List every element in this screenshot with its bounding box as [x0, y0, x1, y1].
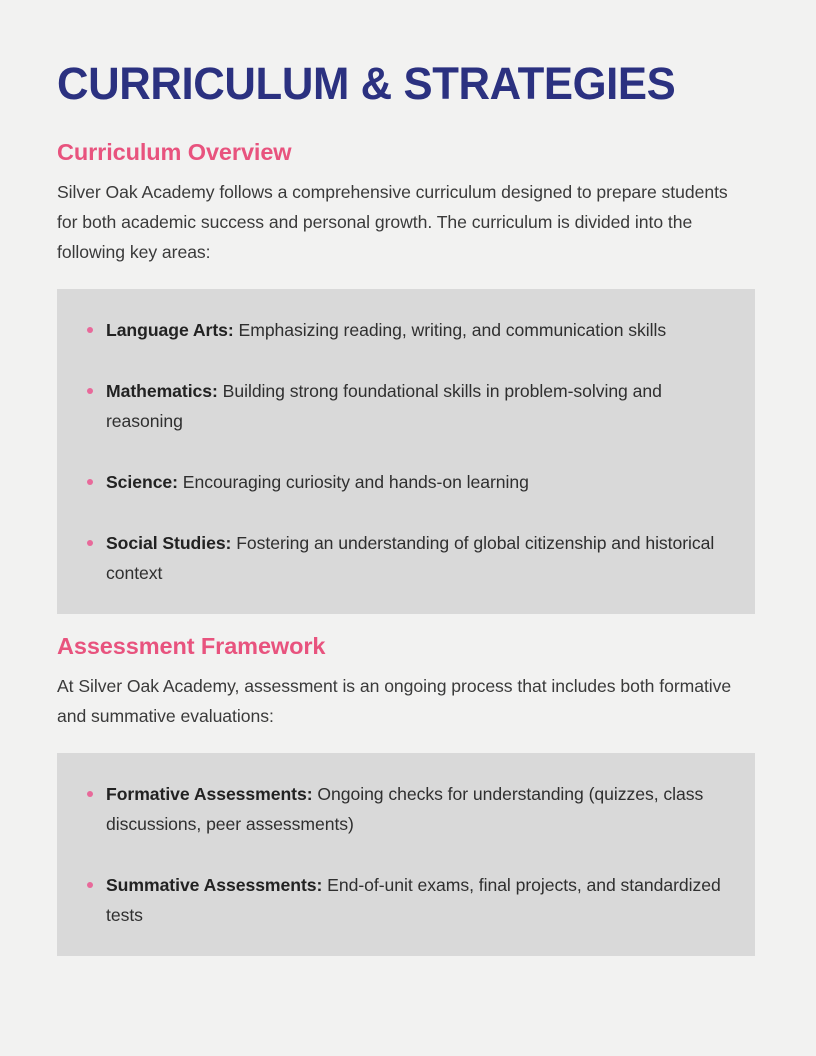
- list-item: [85, 467, 725, 497]
- bullet-dot-icon: [87, 540, 93, 546]
- list-item-description: Encouraging curiosity and hands-on learning: [177, 471, 529, 492]
- list-item-description: Ongoing checks for understanding (quizzes, class discussions, peer assessments): [106, 784, 704, 835]
- curriculum-areas-list: [85, 315, 725, 588]
- list-item-term: Language Arts:: [106, 319, 234, 340]
- section-curriculum-overview: [57, 109, 759, 614]
- bullet-dot-icon: [87, 388, 93, 394]
- list-item: [85, 870, 725, 930]
- list-item: [85, 376, 725, 436]
- section-intro-curriculum-overview: Silver Oak Academy follows a comprehensive curriculum designed to prepare students for both academic success and personal growth. The curriculum is divided into the following key areas:: [57, 181, 728, 262]
- section-intro-assessment-framework: At Silver Oak Academy, assessment is an ongoing process that includes both formative and summative evaluations:: [57, 676, 732, 727]
- list-item-term: Science:: [106, 471, 178, 492]
- list-item: [85, 528, 725, 588]
- bullet-dot-icon: [87, 479, 93, 485]
- assessment-types-panel: [57, 753, 755, 956]
- bullet-dot-icon: [87, 882, 93, 888]
- list-item: [85, 315, 725, 345]
- list-item-term: Mathematics:: [106, 380, 218, 401]
- list-item-description: Emphasizing reading, writing, and communication skills: [233, 319, 667, 340]
- list-item-description: Building strong foundational skills in problem-solving and reasoning: [106, 380, 662, 431]
- list-item: [85, 779, 725, 839]
- curriculum-areas-panel: [57, 289, 755, 614]
- section-assessment-framework: [57, 614, 759, 956]
- bullet-dot-icon: [87, 327, 93, 333]
- section-heading-curriculum-overview: Curriculum Overview: [57, 138, 292, 165]
- assessment-types-list: [85, 779, 725, 930]
- list-item-term: Social Studies:: [106, 532, 232, 553]
- section-heading-assessment-framework: Assessment Framework: [57, 632, 326, 659]
- list-item-term: Summative Assessments:: [106, 875, 323, 896]
- list-item-description: Fostering an understanding of global citizenship and historical context: [106, 532, 715, 583]
- bullet-dot-icon: [87, 791, 93, 797]
- list-item-term: Formative Assessments:: [106, 784, 313, 805]
- page-title: CURRICULUM & STRATEGIES: [57, 58, 676, 109]
- list-item-description: End-of-unit exams, final projects, and standardized tests: [106, 875, 721, 926]
